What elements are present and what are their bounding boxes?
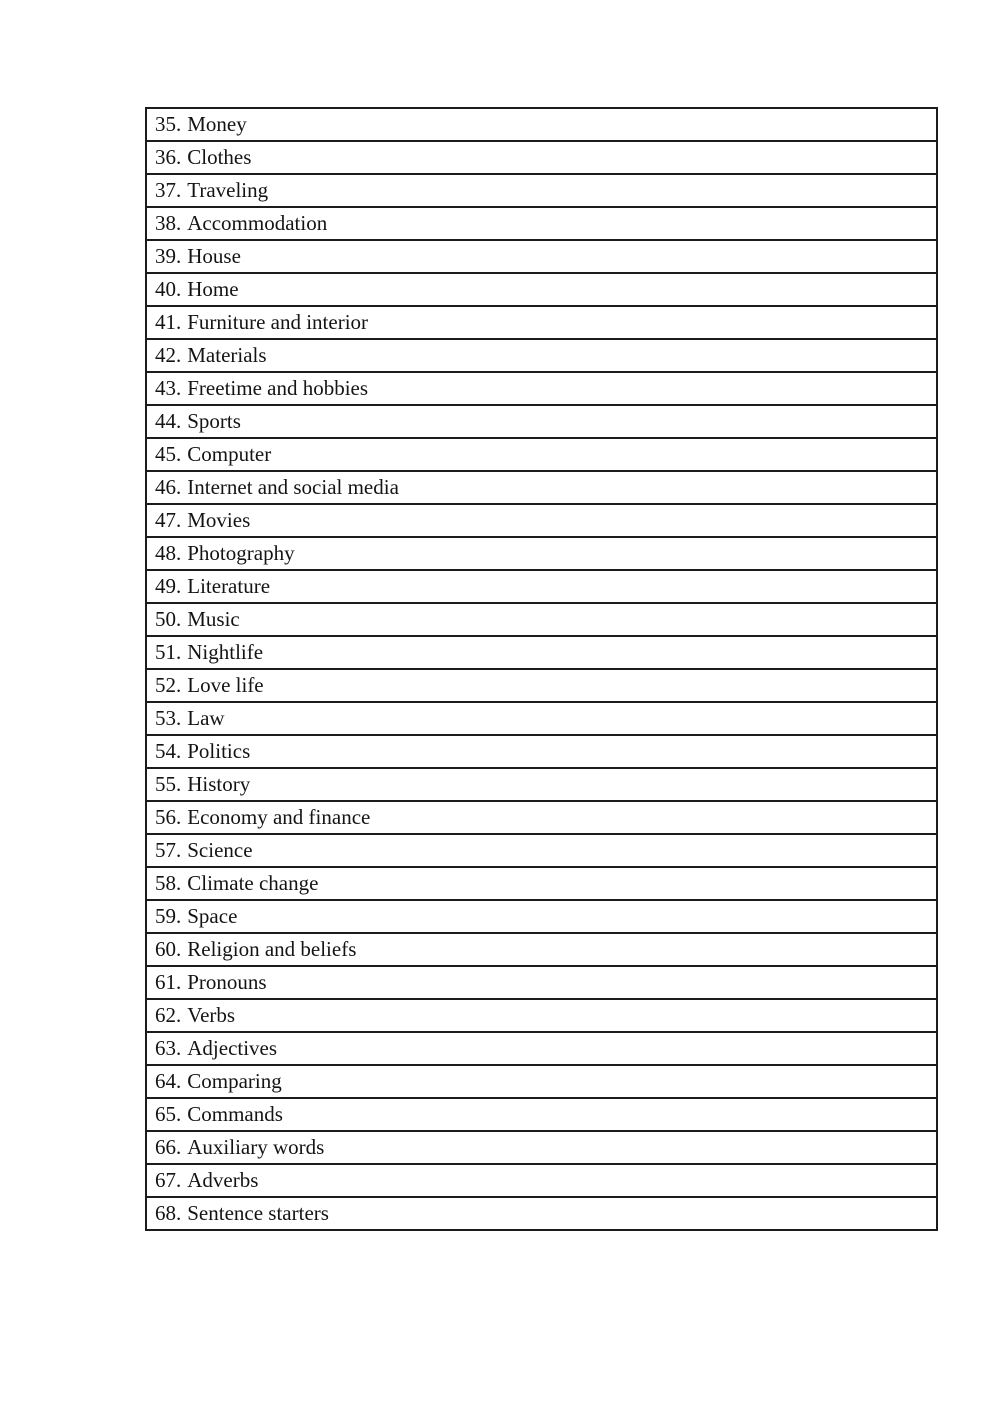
table-cell: [146, 339, 937, 372]
row-number: 51.: [155, 640, 182, 664]
row-label: Music: [187, 607, 240, 631]
row-label: Climate change: [187, 871, 319, 895]
table-row: [146, 735, 937, 768]
table-row: [146, 999, 937, 1032]
row-label: Comparing: [187, 1069, 282, 1093]
table-row: [146, 207, 937, 240]
row-label: Computer: [187, 442, 272, 466]
row-label: Internet and social media: [187, 475, 399, 499]
row-number: 41.: [155, 310, 182, 334]
table-row: [146, 537, 937, 570]
row-number: 62.: [155, 1003, 182, 1027]
table-cell: [146, 999, 937, 1032]
table-row: [146, 108, 937, 141]
row-number: 52.: [155, 673, 182, 697]
table-cell: [146, 108, 937, 141]
row-label: History: [187, 772, 251, 796]
table-row: [146, 1032, 937, 1065]
row-number: 59.: [155, 904, 182, 928]
row-number: 50.: [155, 607, 182, 631]
contents-table-body: [146, 108, 937, 1230]
table-cell: [146, 801, 937, 834]
table-row: [146, 669, 937, 702]
table-cell: [146, 669, 937, 702]
row-label: Movies: [187, 508, 251, 532]
row-label: House: [187, 244, 241, 268]
table-row: [146, 405, 937, 438]
table-row: [146, 1098, 937, 1131]
row-label: Materials: [187, 343, 267, 367]
row-label: Law: [187, 706, 225, 730]
row-number: 49.: [155, 574, 182, 598]
table-row: [146, 570, 937, 603]
row-number: 53.: [155, 706, 182, 730]
row-label: Home: [187, 277, 239, 301]
table-cell: [146, 240, 937, 273]
table-row: [146, 933, 937, 966]
table-cell: [146, 636, 937, 669]
row-number: 58.: [155, 871, 182, 895]
table-row: [146, 603, 937, 636]
table-cell: [146, 207, 937, 240]
table-cell: [146, 1032, 937, 1065]
row-number: 38.: [155, 211, 182, 235]
table-cell: [146, 834, 937, 867]
table-cell: [146, 1065, 937, 1098]
row-number: 63.: [155, 1036, 182, 1060]
table-row: [146, 801, 937, 834]
table-cell: [146, 405, 937, 438]
row-number: 43.: [155, 376, 182, 400]
table-row: [146, 1065, 937, 1098]
table-cell: [146, 372, 937, 405]
row-number: 36.: [155, 145, 182, 169]
table-cell: [146, 570, 937, 603]
row-number: 55.: [155, 772, 182, 796]
table-row: [146, 339, 937, 372]
row-number: 60.: [155, 937, 182, 961]
row-label: Commands: [187, 1102, 283, 1126]
row-number: 48.: [155, 541, 182, 565]
row-number: 40.: [155, 277, 182, 301]
contents-table: [145, 107, 938, 1231]
row-label: Literature: [187, 574, 271, 598]
table-cell: [146, 1131, 937, 1164]
row-label: Money: [187, 112, 247, 136]
table-cell: [146, 471, 937, 504]
table-cell: [146, 702, 937, 735]
row-label: Accommodation: [187, 211, 328, 235]
table-cell: [146, 1098, 937, 1131]
table-row: [146, 966, 937, 999]
row-number: 37.: [155, 178, 182, 202]
table-cell: [146, 141, 937, 174]
table-cell: [146, 273, 937, 306]
table-cell: [146, 768, 937, 801]
row-number: 64.: [155, 1069, 182, 1093]
row-number: 68.: [155, 1201, 182, 1225]
table-cell: [146, 933, 937, 966]
row-label: Adverbs: [187, 1168, 259, 1192]
row-label: Nightlife: [187, 640, 264, 664]
table-cell: [146, 1197, 937, 1230]
row-number: 66.: [155, 1135, 182, 1159]
row-label: Economy and finance: [187, 805, 371, 829]
table-row: [146, 834, 937, 867]
row-number: 67.: [155, 1168, 182, 1192]
table-row: [146, 141, 937, 174]
row-label: Pronouns: [187, 970, 267, 994]
table-cell: [146, 735, 937, 768]
table-cell: [146, 174, 937, 207]
table-row: [146, 900, 937, 933]
row-label: Science: [187, 838, 253, 862]
row-label: Traveling: [187, 178, 269, 202]
table-row: [146, 636, 937, 669]
row-number: 35.: [155, 112, 182, 136]
row-label: Sentence starters: [187, 1201, 329, 1225]
row-label: Furniture and interior: [187, 310, 369, 334]
table-row: [146, 1164, 937, 1197]
row-number: 42.: [155, 343, 182, 367]
row-number: 45.: [155, 442, 182, 466]
table-row: [146, 504, 937, 537]
row-label: Religion and beliefs: [187, 937, 357, 961]
table-row: [146, 273, 937, 306]
table-row: [146, 471, 937, 504]
table-cell: [146, 504, 937, 537]
row-label: Love life: [187, 673, 264, 697]
table-cell: [146, 603, 937, 636]
table-cell: [146, 1164, 937, 1197]
row-number: 46.: [155, 475, 182, 499]
table-row: [146, 240, 937, 273]
table-cell: [146, 966, 937, 999]
table-row: [146, 1197, 937, 1230]
row-number: 56.: [155, 805, 182, 829]
table-row: [146, 306, 937, 339]
row-label: Freetime and hobbies: [187, 376, 369, 400]
table-cell: [146, 867, 937, 900]
table-cell: [146, 306, 937, 339]
row-label: Photography: [187, 541, 295, 565]
row-label: Auxiliary words: [187, 1135, 325, 1159]
row-number: 54.: [155, 739, 182, 763]
row-label: Verbs: [187, 1003, 236, 1027]
row-number: 65.: [155, 1102, 182, 1126]
table-cell: [146, 537, 937, 570]
row-number: 57.: [155, 838, 182, 862]
row-label: Sports: [187, 409, 241, 433]
table-row: [146, 702, 937, 735]
table-row: [146, 438, 937, 471]
row-number: 61.: [155, 970, 182, 994]
table-cell: [146, 900, 937, 933]
row-label: Politics: [187, 739, 251, 763]
table-row: [146, 867, 937, 900]
table-row: [146, 768, 937, 801]
row-number: 47.: [155, 508, 182, 532]
row-number: 39.: [155, 244, 182, 268]
row-label: Adjectives: [187, 1036, 278, 1060]
table-row: [146, 1131, 937, 1164]
row-number: 44.: [155, 409, 182, 433]
row-label: Space: [187, 904, 238, 928]
table-cell: [146, 438, 937, 471]
table-row: [146, 372, 937, 405]
table-row: [146, 174, 937, 207]
row-label: Clothes: [187, 145, 252, 169]
